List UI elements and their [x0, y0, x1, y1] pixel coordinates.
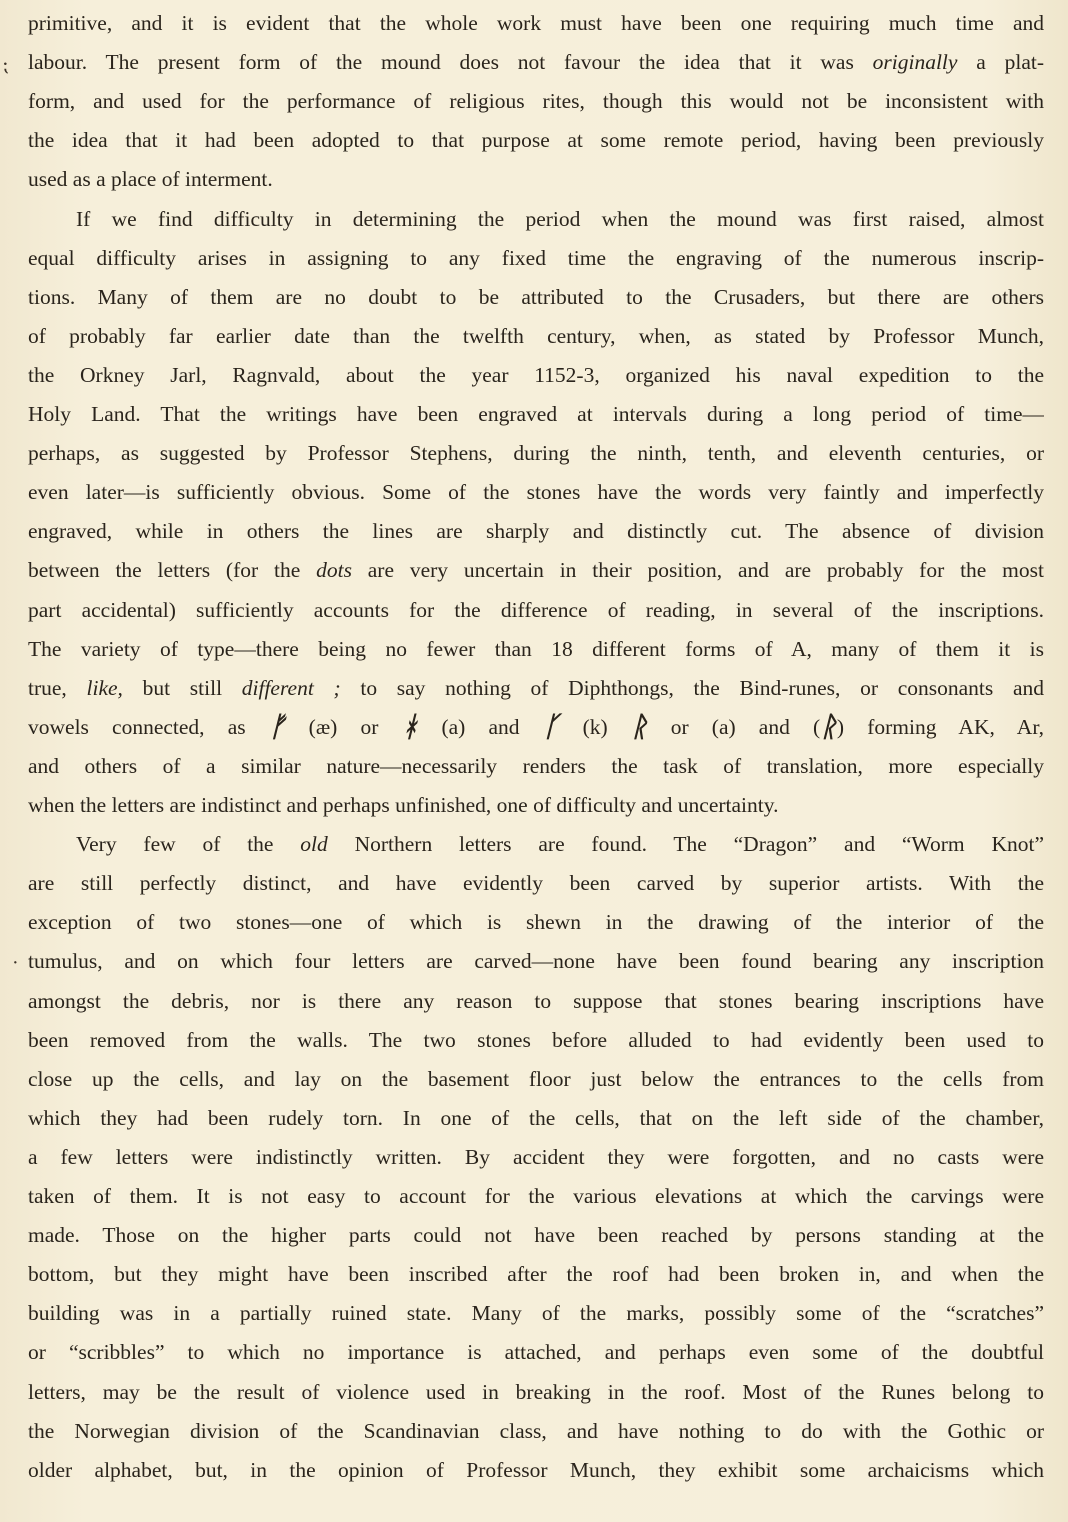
text-line	[76, 825, 1044, 864]
text-line: tions. Many of them are no doubt to be attributed to the Crusaders, but there are others	[28, 284, 1044, 309]
rune-glyph: ᚱ	[820, 709, 837, 743]
text-line: tumulus, and on which four letters are carved—none have been found bearing any inscription	[28, 949, 1044, 974]
text-segment: to say nothing of Diphthongs, the Bind-runes, or consonants and	[340, 675, 1044, 700]
text-line: If we find difficulty in determining the period when the mound was first raised, almost	[76, 206, 1044, 231]
text-line: Holy Land. That the writings have been engraved at intervals during a long period of time—	[28, 402, 1044, 426]
text-line: close up the cells, and lay on the basement floor just below the entrances to the cells from	[28, 1066, 1044, 1091]
text-line: made. Those on the higher parts could not have been reached by persons standing at the	[28, 1223, 1044, 1248]
margin-mark-middle: ·	[12, 952, 19, 974]
rune-glyph: ᚴ	[542, 709, 560, 743]
text-line: taken of them. It is not easy to account for the various elevations at which the carvings were	[28, 1184, 1044, 1208]
text-segment: Very few of the	[76, 832, 301, 857]
rune-glyph: ᚼ	[401, 709, 419, 743]
rune-glyph: ᚠ	[268, 709, 286, 743]
text-segment: are very uncertain in their position, and are probably for the most	[351, 558, 1044, 583]
margin-mark-top: ⁏	[2, 54, 9, 76]
text-segment: ) forming AK, Ar,	[836, 714, 1044, 739]
text-line: primitive, and it is evident that the whole work must have been one requiring much time and	[28, 11, 1044, 35]
text-line: of probably far earlier date than the twelfth century, when, as stated by Professor Munch,	[28, 323, 1044, 348]
text-line: perhaps, as suggested by Professor Stephens, during the ninth, tenth, and eleventh centuries, or	[28, 441, 1044, 466]
text-line: building was in a partially ruined state. Many of the marks, possibly some of the “scratches”	[28, 1301, 1044, 1326]
text-segment: vowels connected, as	[28, 714, 269, 739]
text-segment: but still	[122, 675, 242, 700]
text-line: engraved, while in others the lines are sharply and distinctly cut. The absence of division	[28, 519, 1044, 544]
text-segment: (æ) or	[285, 714, 402, 739]
text-line: are still perfectly distinct, and have evidently been carved by superior artists. With the	[28, 871, 1044, 896]
italic-phrase: like,	[86, 675, 123, 700]
text-line: when the letters are indistinct and perhaps unfinished, one of difficulty and uncertainty.	[28, 793, 779, 817]
text-line: or “scribbles” to which no importance is attached, and perhaps even some of the doubtful	[28, 1340, 1044, 1365]
italic-phrase: different ;	[241, 675, 341, 700]
italic-phrase: originally	[872, 50, 958, 75]
text-line: the Orkney Jarl, Ragnvald, about the year 1152-3, organized his naval expedition to the	[28, 362, 1044, 387]
text-line	[28, 708, 1044, 747]
text-line: older alphabet, but, in the opinion of Professor Munch, they exhibit some archaicisms which	[28, 1457, 1044, 1482]
italic-phrase: old	[300, 832, 328, 857]
text-line: the idea that it had been adopted to that purpose at some remote period, having been previously	[28, 128, 1044, 153]
text-line: a few letters were indistinctly written. By accident they were forgotten, and no casts were	[28, 1144, 1044, 1169]
text-line: been removed from the walls. The two stones before alluded to had evidently been used to	[28, 1027, 1044, 1052]
text-line: bottom, but they might have been inscribed after the roof had been broken in, and when the	[28, 1262, 1044, 1287]
text-segment: between the letters (for the	[28, 558, 317, 583]
text-line: exception of two stones—one of which is shewn in the drawing of the interior of the	[28, 910, 1044, 935]
text-segment: Northern letters are found. The “Dragon” and “Worm Knot”	[327, 832, 1044, 857]
text-line: form, and used for the performance of religious rites, though this would not be inconsistent with	[28, 89, 1044, 114]
rune-glyph: ᚱ	[630, 709, 648, 743]
italic-phrase: dots	[316, 558, 352, 583]
text-line: part accidental) sufficiently accounts for the difference of reading, in several of the inscriptions.	[28, 597, 1044, 622]
text-line: even later—is sufficiently obvious. Some of the stones have the words very faintly and imperfectly	[28, 480, 1044, 505]
text-segment: or (a) and (	[647, 714, 821, 739]
text-line: the Norwegian division of the Scandinavian class, and have nothing to do with the Gothic or	[28, 1418, 1044, 1443]
text-line: equal difficulty arises in assigning to any fixed time the engraving of the numerous inscrip-	[28, 245, 1044, 270]
text-segment: labour. The present form of the mound does not favour the idea that it was	[28, 50, 873, 75]
text-segment: true,	[28, 675, 87, 700]
text-segment: (a) and	[418, 714, 543, 739]
text-line: which they had been rudely torn. In one of the cells, that on the left side of the chamber,	[28, 1105, 1044, 1130]
text-segment: a plat-	[957, 50, 1044, 75]
text-line: amongst the debris, nor is there any reason to suppose that stones bearing inscriptions have	[28, 988, 1044, 1013]
text-line	[28, 43, 1044, 82]
text-line: and others of a similar nature—necessarily renders the task of translation, more especially	[28, 753, 1044, 778]
text-segment: (k)	[559, 714, 631, 739]
text-line	[28, 551, 1044, 590]
text-line: The variety of type—there being no fewer than 18 different forms of A, many of them it is	[28, 636, 1044, 661]
text-line	[28, 669, 1044, 708]
text-line: letters, may be the result of violence used in breaking in the roof. Most of the Runes belong to	[28, 1379, 1044, 1404]
text-line: used as a place of interment.	[28, 167, 273, 192]
